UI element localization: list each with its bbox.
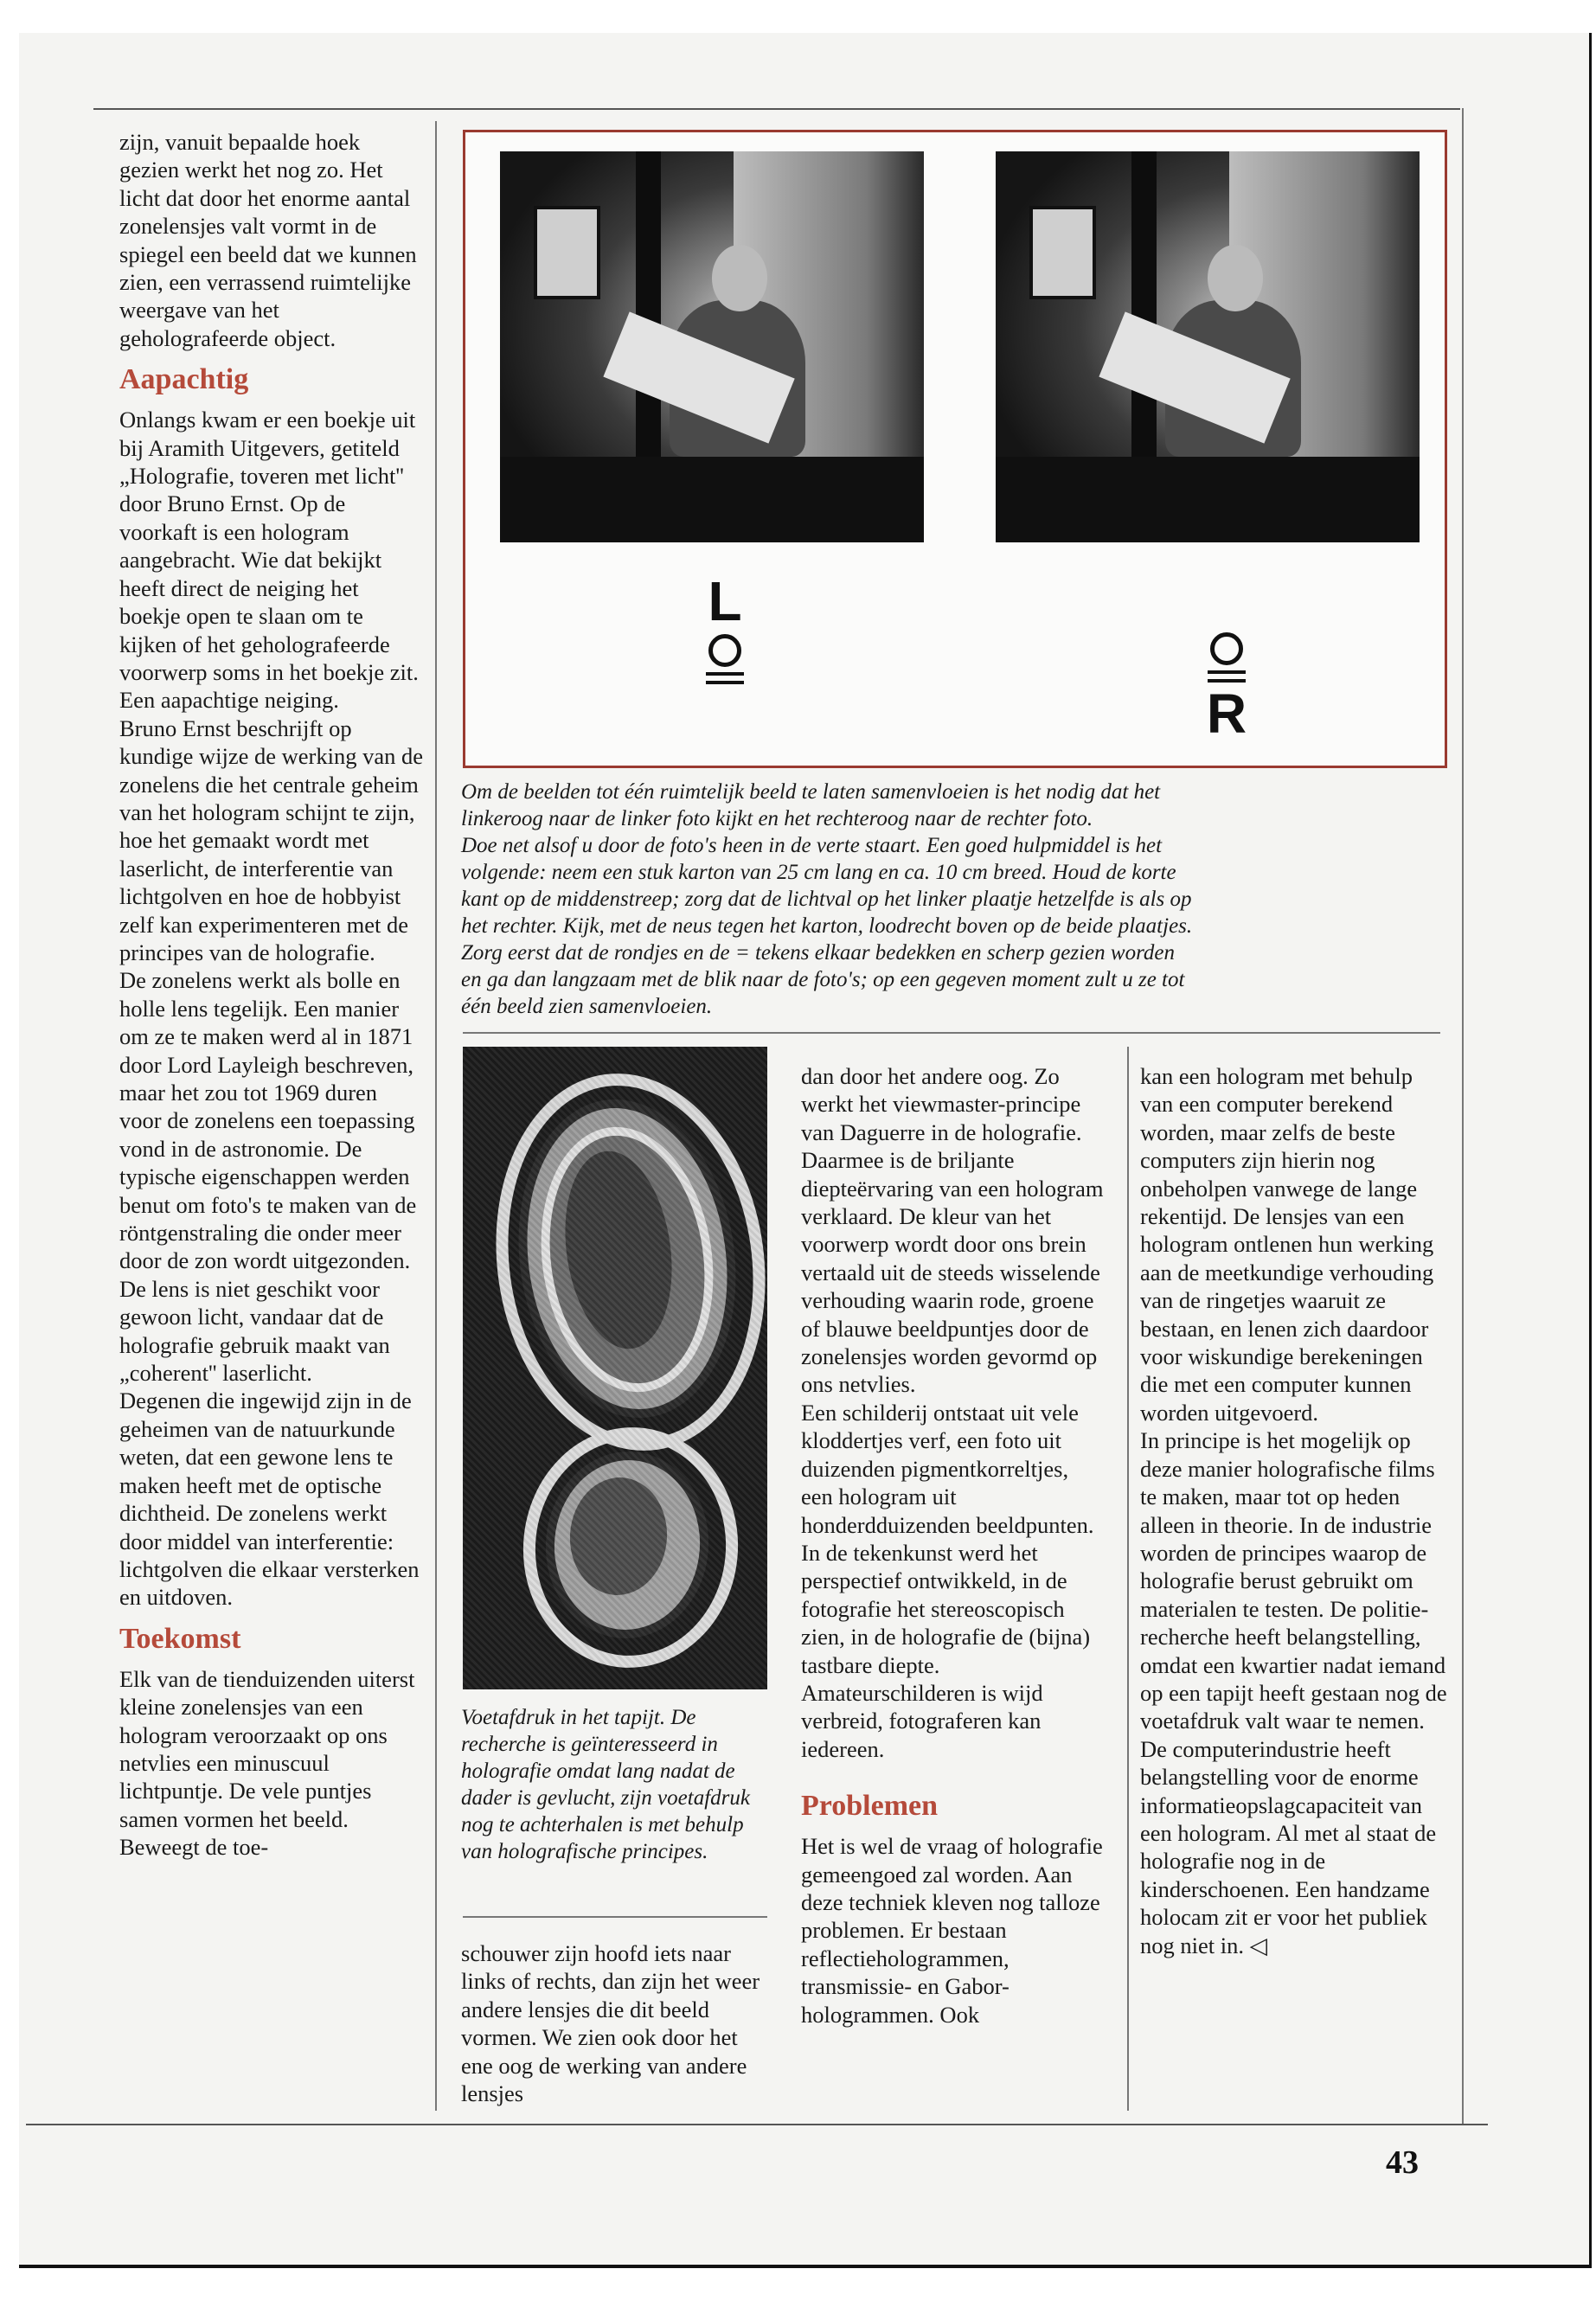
paragraph: Onlangs kwam er een boekje uit bij Aramith Uitgevers, getiteld „Holografie, toveren met licht'' door Bruno Ernst. Op de voorkaft is een hologram aangebracht. Wie dat bekijkt heeft direct de neiging het boekje open te slaan om te kijken of het geholografeerde voorwerp soms in het boekje zit. Een aapachtige neiging.: [119, 407, 419, 714]
paragraph: Bruno Ernst beschrijft op kundige wijze de werking van de zonelens die het centrale geheim van het hologram schijnt te zijn, hoe het gemaakt wordt met laserlicht, de interferentie van lichtgolven en hoe de hobbyist zelf kan experimenteren met de principes van de holografie.: [119, 715, 424, 965]
footprint-hologram-image: [463, 1047, 767, 1689]
paragraph: Degenen die ingewijd zijn in de geheimen van de natuurkunde weten, dat een gewone lens te maken heeft met de optische dichtheid. De zonelens werkt door middel van interferentie: lichtgolven die elkaar versterken en uitdoven.: [119, 1388, 420, 1611]
paragraph: Het is wel de vraag of holografie gemeengoed zal worden. Aan deze techniek kleven nog talloze problemen. Er bestaan reflectiehologrammen, transmissie- en Gabor-hologrammen. Ook: [801, 1833, 1103, 2028]
circle-mark: [708, 634, 741, 667]
equals-mark: [1208, 670, 1246, 683]
caption-line: één beeld zien samenvloeien.: [461, 995, 713, 1018]
paragraph: kan een hologram met behulp van een computer berekend worden, maar zelfs de beste computers zijn hierin nog onbeholpen vanwege de lange rekentijd. De lensjes van een hologram ontlenen hun werking aan de meetkundige verhouding van de ringetjes waaruit ze bestaan, en lenen zich daardoor voor wiskundige berekeningen die met een computer kunnen worden uitgevoerd.: [1140, 1063, 1434, 1426]
top-rule: [93, 108, 1460, 110]
paragraph: De computerindustrie heeft belangstelling voor de enorme informatieopslagcapaciteit van een hologram. Al met al staat de holografie nog in de kinderschoenen. Een handzame holocam zit er voor het publiek nog niet in. ◁: [1140, 1735, 1437, 1958]
column-divider: [1127, 1047, 1129, 2111]
section-heading-toekomst: Toekomst: [119, 1622, 241, 1655]
caption-line: het rechter. Kijk, met de neus tegen het karton, loodrecht boven op de beide plaatjes.: [461, 914, 1193, 938]
caption-line: kant op de middenstreep; zorg dat de lichtval op het linker plaatje hetzelfde is als op: [461, 888, 1192, 911]
caption-line: en ga dan langzaam met de blik naar de foto's; op een gegeven moment zult u ze tot: [461, 968, 1185, 991]
paragraph: schouwer zijn hoofd iets naar links of rechts, dan zijn het weer andere lensjes die dit beeld vormen. We zien ook door het ene oog de werking van andere lensjes: [461, 1940, 760, 2107]
right-eye-marker: [1201, 627, 1253, 745]
right-letter: R: [1206, 683, 1247, 745]
column-2: [461, 1939, 766, 2107]
caption-line: Doe net alsof u door de foto's heen in de verte staart. Een goed hulpmiddel is het: [461, 834, 1163, 857]
equals-mark: [706, 672, 744, 684]
paragraph: dan door het andere oog. Zo werkt het viewmaster-principe van Daguerre in de holografie. Daarmee is de briljante diepteërvaring van een hologram verklaard. De kleur van het voorwerp wordt door ons brein vertaald uit de steeds wisselende verhouding waarin rode, groene of blauwe beeldpuntjes door de zonelensjes worden gevormd op ons netvlies.: [801, 1063, 1104, 1398]
paragraph: Een schilderij ontstaat uit vele kloddertjes verf, een foto uit duizenden pigmentkorreltjes, een hologram uit honderdduizenden beeldpunten. In de tekenkunst werd het perspectief ontwikkeld, in de fotografie het stereoscopisch zien, in de holografie de (bijna) tastbare diepte. Amateurschilderen is wijd verbreid, fotograferen kan iedereen.: [801, 1399, 1094, 1762]
section-heading-aapachtig: Aapachtig: [119, 363, 249, 396]
caption-line: linkeroog naar de linker foto kijkt en het rechteroog naar de rechter foto.: [461, 807, 1093, 830]
column-4: [1140, 1062, 1447, 1959]
stereo-photo-left: [500, 151, 924, 542]
stereo-photo-right: [996, 151, 1420, 542]
column-1: [119, 128, 424, 1862]
paragraph: De zonelens werkt als bolle en holle lens tegelijk. Een manier om ze te maken werd al in 1871 door Lord Layleigh beschreven, maar het zou tot 1969 duren voor de zonelens een toepassing vond in de astronomie. De typische eigenschappen werden benut om foto's te maken van de röntgenstraling die onder meer door de zon wordt uitgezonden. De lens is niet geschikt voor gewoon licht, vandaar dat de holografie gebruik maakt van „coherent'' laserlicht.: [119, 967, 417, 1387]
caption-line: Zorg eerst dat de rondjes en de = tekens elkaar bedekken en scherp gezien worden: [461, 941, 1175, 965]
caption-line: Om de beelden tot één ruimtelijk beeld te laten samenvloeien is het nodig dat het: [461, 780, 1161, 804]
footprint-caption: [461, 1704, 764, 1865]
stereo-caption: [461, 779, 1456, 1020]
column-divider: [1462, 108, 1464, 2124]
left-letter: L: [708, 570, 742, 632]
paragraph: In principe is het mogelijk op deze manier holografische films te maken, maar tot op heden alleen in theorie. In de industrie worden de principes waarop de holografie berust gebruikt om materialen te testen. De politie-recherche heeft belangstelling, omdat een kwartier nadat iemand op een tapijt heeft gestaan nog de voetafdruk valt waar te nemen.: [1140, 1427, 1447, 1734]
column-3: [801, 1062, 1106, 2029]
bottom-rule: [26, 2124, 1488, 2125]
stereo-figure: [463, 130, 1447, 768]
paragraph: zijn, vanuit bepaalde hoek gezien werkt het nog zo. Het licht dat door het enorme aantal zonelensjes valt vormt in de spiegel een beeld dat we kunnen zien, een verrassend ruimtelijke weergave van het geholografeerde object.: [119, 129, 417, 351]
circle-mark: [1210, 632, 1243, 665]
paragraph: Elk van de tienduizenden uiterst kleine zonelensjes van een hologram veroorzaakt op ons netvlies een minuscuul lichtpuntje. De vele puntjes samen vormen het beeld. Beweegt de toe-: [119, 1665, 415, 1861]
caption-text: Voetafdruk in het tapijt. De recherche is geïnteresseerd in holografie omdat lang nadat de dader is gevlucht, zijn voetafdruk nog te achterhalen is met behulp van holografische principes.: [461, 1706, 750, 1863]
caption-rule: [463, 1916, 767, 1918]
section-heading-problemen: Problemen: [801, 1790, 939, 1823]
page-number: 43: [1386, 2144, 1419, 2181]
column-divider: [435, 121, 437, 2111]
left-eye-marker: [699, 570, 751, 688]
caption-line: volgende: neem een stuk karton van 25 cm lang en ca. 10 cm breed. Houd de korte: [461, 861, 1176, 884]
caption-rule: [463, 1032, 1440, 1034]
